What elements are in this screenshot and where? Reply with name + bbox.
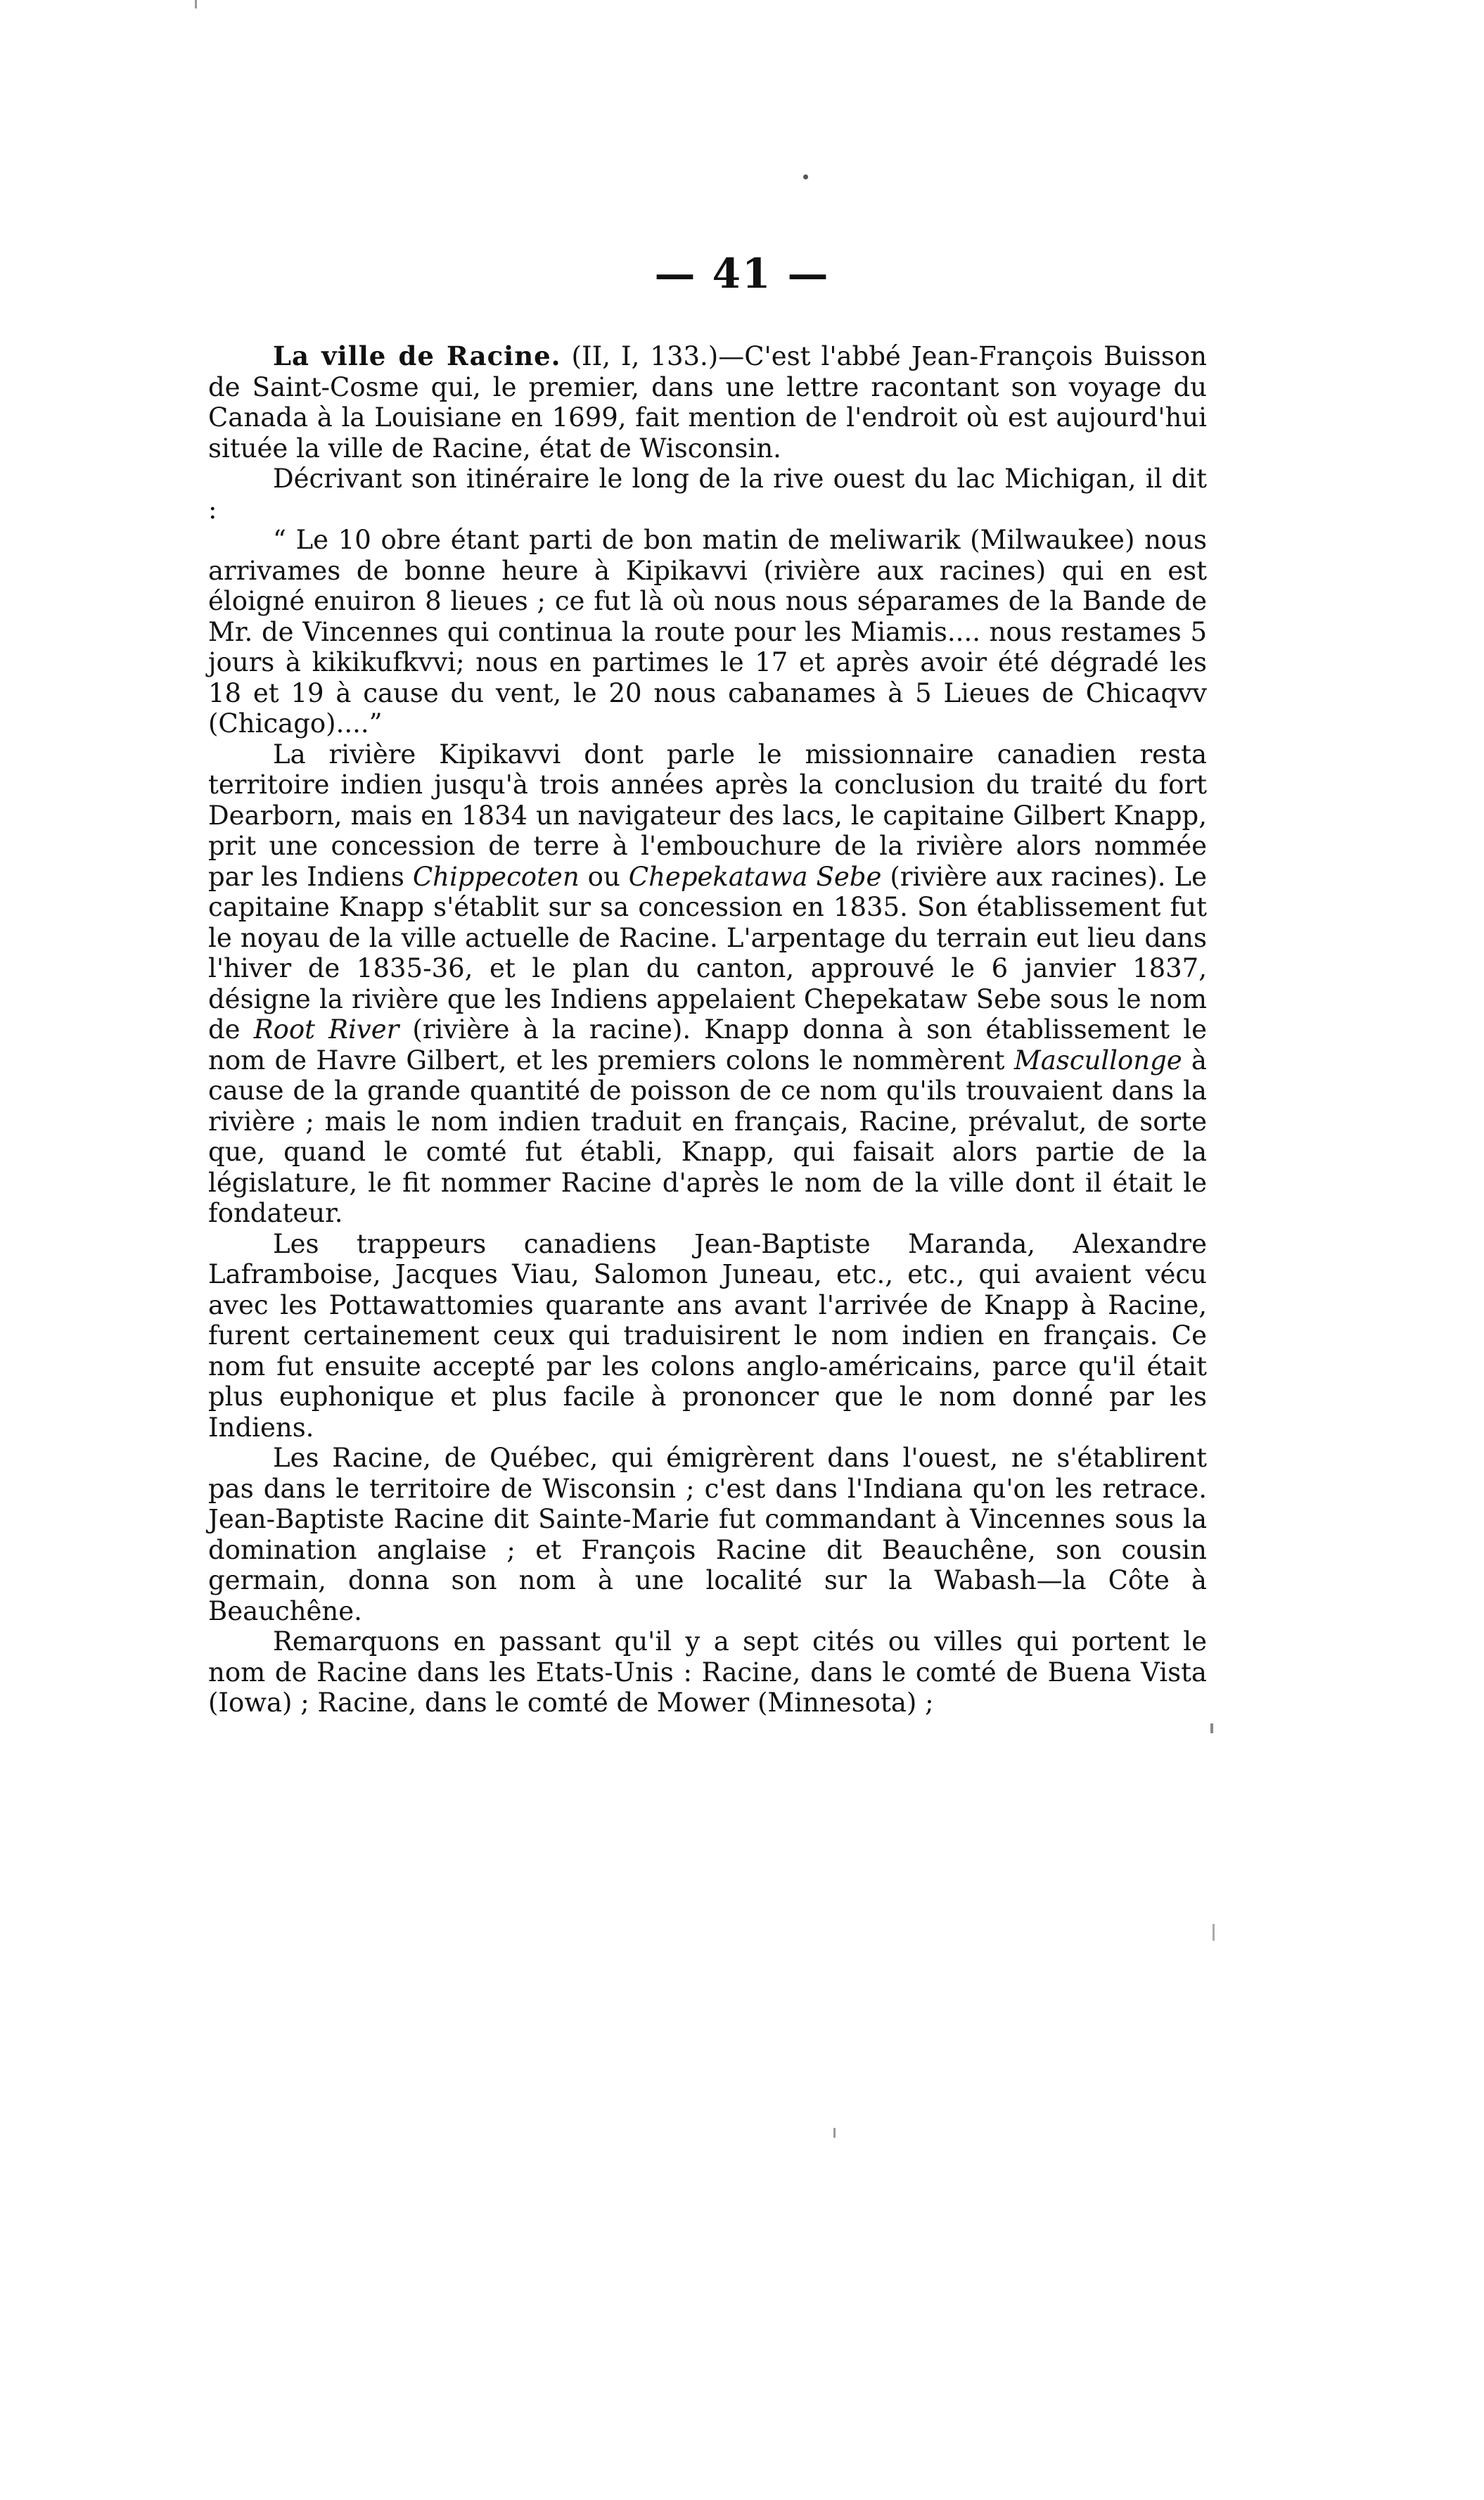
paragraph-remarquons: Remarquons en passant qu'il y a sept cités ou villes qui portent le nom de Racine dans les Etats-Unis : Racine, dans le comté de Buena Vista (Iowa) ; Racine, dans le comté de Mower (Minnesota) ; bbox=[208, 1626, 1207, 1718]
paragraph-text: (rivière à la racine). Knapp donna à son établissement le nom de Havre Gilbert, et les premiers colons le nommèrent bbox=[208, 1014, 1207, 1076]
paragraph-racine-quebec: Les Racine, de Québec, qui émigrèrent dans l'ouest, ne s'établirent pas dans le territoire de Wisconsin ; c'est dans l'Indiana qu'on les retrace. Jean-Baptiste Racine dit Sainte-Marie fut commandant à Vincennes sous la domination anglaise ; et François Racine dit Beauchêne, son cousin germain, donna son nom à une localité sur la Wabash—la Côte à Beauchêne. bbox=[208, 1443, 1207, 1626]
italic-term: Mascullonge bbox=[1013, 1045, 1182, 1076]
scan-speck bbox=[195, 0, 197, 8]
page-number: — 41 — bbox=[654, 250, 830, 298]
italic-term: Root River bbox=[253, 1014, 399, 1045]
scan-speck bbox=[1213, 1924, 1215, 1941]
paragraph-text: La rivière Kipikavvi dont parle le missionnaire canadien resta territoire indien jusqu'à trois années après la conclusion du traité du fort Dearborn, mais en 1834 un navigateur des lacs, le capitaine Gilbert Knapp, prit une concession de terre à l'embouchure de la rivière alors nommée par les Indiens bbox=[208, 739, 1207, 892]
paragraph-itinerary: Décrivant son itinéraire le long de la rive ouest du lac Michigan, il dit : bbox=[208, 464, 1207, 525]
scan-speck bbox=[1210, 1723, 1213, 1733]
paragraph-text: (rivière aux racines). Le capitaine Knapp s'établit sur sa concession en 1835. Son établissement fut le noyau de la ville actuelle de Racine. L'arpentage du terrain eut lieu dans l'hiver de 1835-36, et le plan du canton, approuvé le 6 janvier 1837, désigne la rivière que les Indiens appelaient Chepekataw Sebe sous le nom de bbox=[208, 861, 1207, 1045]
paragraph-trappeurs: Les trappeurs canadiens Jean-Baptiste Maranda, Alexandre Laframboise, Jacques Viau, Salomon Juneau, etc., etc., qui avaient vécu avec les Pottawattomies quarante ans avant l'arrivée de Knapp à Racine, furent certainement ceux qui traduisirent le nom indien en français. Ce nom fut ensuite accepté par les colons anglo-américains, parce qu'il était plus euphonique et plus facile à prononcer que le nom donné par les Indiens. bbox=[208, 1228, 1207, 1443]
paragraph-quote: “ Le 10 obre étant parti de bon matin de meliwarik (Milwaukee) nous arrivames de bonne heure à Kipikavvi (rivière aux racines) qui en est éloigné enuiron 8 lieues ; ce fut là où nous nous séparames de la Bande de Mr. de Vincennes qui continua la route pour les Miamis.... nous restames 5 jours à kikikufkvvi; nous en partimes le 17 et après avoir été dégradé les 18 et 19 à cause du vent, le 20 nous cabanames à 5 Lieues de Chicaqvv (Chicago)....” bbox=[208, 525, 1207, 739]
paragraph-kipikavvi bbox=[208, 739, 1207, 1229]
paragraph-racine-intro bbox=[208, 341, 1207, 464]
paragraph-text: (II, I, 133.)—C'est l'abbé Jean-François Buisson de Saint-Cosme qui, le premier, dans une lettre racontant son voyage du Canada à la Louisiane en 1699, fait mention de l'endroit où est aujourd'hui située la ville de Racine, état de Wisconsin. bbox=[208, 341, 1207, 464]
main-text bbox=[208, 341, 1207, 1718]
italic-term: Chippecoten bbox=[412, 861, 580, 892]
italic-term: Chepekatawa Sebe bbox=[628, 861, 882, 892]
scan-speck bbox=[803, 174, 808, 179]
scan-speck bbox=[833, 2128, 836, 2138]
section-heading: La ville de Racine. bbox=[273, 340, 561, 371]
paragraph-text: à cause de la grande quantité de poisson de ce nom qu'ils trouvaient dans la rivière ; mais le nom indien traduit en français, Racine, prévalut, de sorte que, quand le comté fut établi, Knapp, qui faisait alors partie de la législature, le fit nommer Racine d'après le nom de la ville dont il était le fondateur. bbox=[208, 1045, 1207, 1228]
paragraph-text: ou bbox=[579, 861, 629, 892]
